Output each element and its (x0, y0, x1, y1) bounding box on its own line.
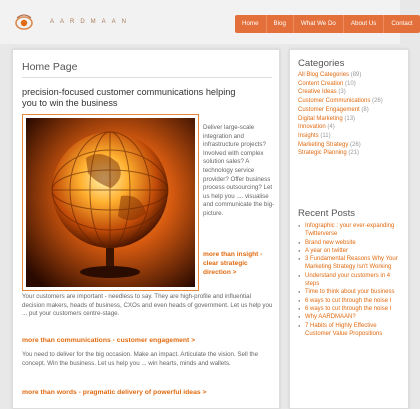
globe-image (26, 118, 195, 287)
category-count: (3) (336, 89, 346, 96)
headline: precision-focused customer communications helping you to win the business (22, 87, 236, 108)
category-count: (21) (346, 150, 360, 157)
hero-image (22, 114, 199, 291)
recent-posts-list (298, 222, 410, 338)
nav-what-we-do[interactable]: What We Do (294, 15, 344, 33)
intro-text: Deliver large-scale integration and infrastructure projects? Involved with complex solution sales? A technology service provider? Offer business process outsourcing? Let us help you .... visualise and communicate the big-picture. (203, 124, 275, 217)
recent-post-link[interactable]: ● A year on twitter (298, 247, 410, 255)
recent-post-link[interactable]: ● 6 ways to cut through the noise I (298, 297, 410, 305)
category-count: (89) (349, 72, 362, 78)
recent-post-link[interactable]: ● Brand new website (298, 239, 410, 247)
category-name: Customer Engagement (298, 106, 360, 113)
nav-contact[interactable]: Contact (391, 20, 413, 27)
page-title: Home Page (22, 61, 78, 73)
logo-text: AARDMAAN (50, 19, 133, 25)
nav-home[interactable]: Home (235, 15, 267, 33)
category-item[interactable] (298, 71, 383, 80)
insight-link[interactable]: more than insight - clear strategic direction > (203, 251, 263, 276)
recent-posts-heading: Recent Posts (298, 208, 356, 219)
category-name: Insights (298, 132, 319, 139)
recent-post-link[interactable]: Twitterverse (305, 231, 338, 238)
category-item[interactable] (298, 88, 383, 97)
category-name: All Blog Categories (298, 72, 350, 78)
recent-post-link[interactable]: ● 6 ways to cut through the noise I (298, 305, 410, 313)
recent-post-link[interactable]: ● 7 Habits of Highly Effective (298, 322, 410, 330)
category-count: (26) (370, 98, 383, 105)
category-name: Marketing Strategy (298, 141, 349, 148)
category-count: (13) (342, 115, 356, 122)
category-count: (10) (343, 80, 356, 87)
sidebar (289, 49, 409, 409)
customers-text: Your customers are important - needless to say. They are high-profile and influential decision makers, heads of business, CXOs and even heads of government. Let us help you ... put your customers centre-stage. (22, 293, 273, 318)
logo[interactable] (14, 13, 132, 31)
recent-post-link[interactable]: ● Why AARDMAAN? (298, 313, 410, 321)
categories-list (298, 71, 383, 158)
nav-blog[interactable]: Blog (267, 15, 294, 33)
logo-swirl-icon (14, 13, 34, 31)
category-name: Innovation (298, 124, 326, 131)
category-count: (8) (359, 106, 369, 113)
category-name: Content Creation (298, 80, 344, 87)
category-count: (4) (325, 124, 335, 131)
categories-heading: Categories (298, 58, 345, 69)
recent-post-link[interactable]: steps (305, 281, 320, 288)
words-link[interactable]: more than words - pragmatic delivery of powerful ideas > (22, 389, 207, 396)
category-name: Strategic Planning (298, 150, 347, 157)
recent-post-link[interactable]: Customer Value Propositions (305, 330, 383, 337)
category-item[interactable] (298, 106, 383, 115)
category-item[interactable] (298, 123, 383, 132)
communications-text: You need to deliver for the big occasion. Make an impact. Articulate the vision. Sell the concept. Win the business. Let us help you ... win hearts, minds and wallets. (22, 351, 259, 367)
category-count: (26) (348, 141, 361, 148)
category-item[interactable] (298, 141, 383, 150)
nav-about-us[interactable]: About Us (344, 15, 384, 33)
category-item[interactable] (298, 149, 383, 158)
communications-link[interactable]: more than communications - customer engagement > (22, 337, 196, 344)
category-name: Customer Communications (298, 98, 371, 105)
category-item[interactable] (298, 115, 383, 124)
recent-post-link[interactable]: ● Infographic : your ever-expanding (298, 222, 410, 230)
main-content (12, 49, 280, 409)
category-name: Digital Marketing (298, 115, 343, 122)
recent-post-link[interactable]: Marketing Strategy Isn't Working (305, 264, 392, 271)
category-name: Creative Ideas (298, 89, 337, 96)
site-header (0, 0, 413, 44)
category-count: (11) (318, 132, 331, 139)
divider (22, 77, 272, 78)
main-nav (235, 15, 420, 33)
recent-post-link[interactable]: ● Understand your customers in 4 (298, 272, 410, 280)
category-item[interactable] (298, 97, 383, 106)
recent-post-link[interactable]: ● Time to think about your business (298, 288, 410, 296)
category-item[interactable] (298, 132, 383, 141)
recent-post-link[interactable]: ● 3 Fundamental Reasons Why Your (298, 255, 410, 263)
category-item[interactable] (298, 80, 383, 89)
